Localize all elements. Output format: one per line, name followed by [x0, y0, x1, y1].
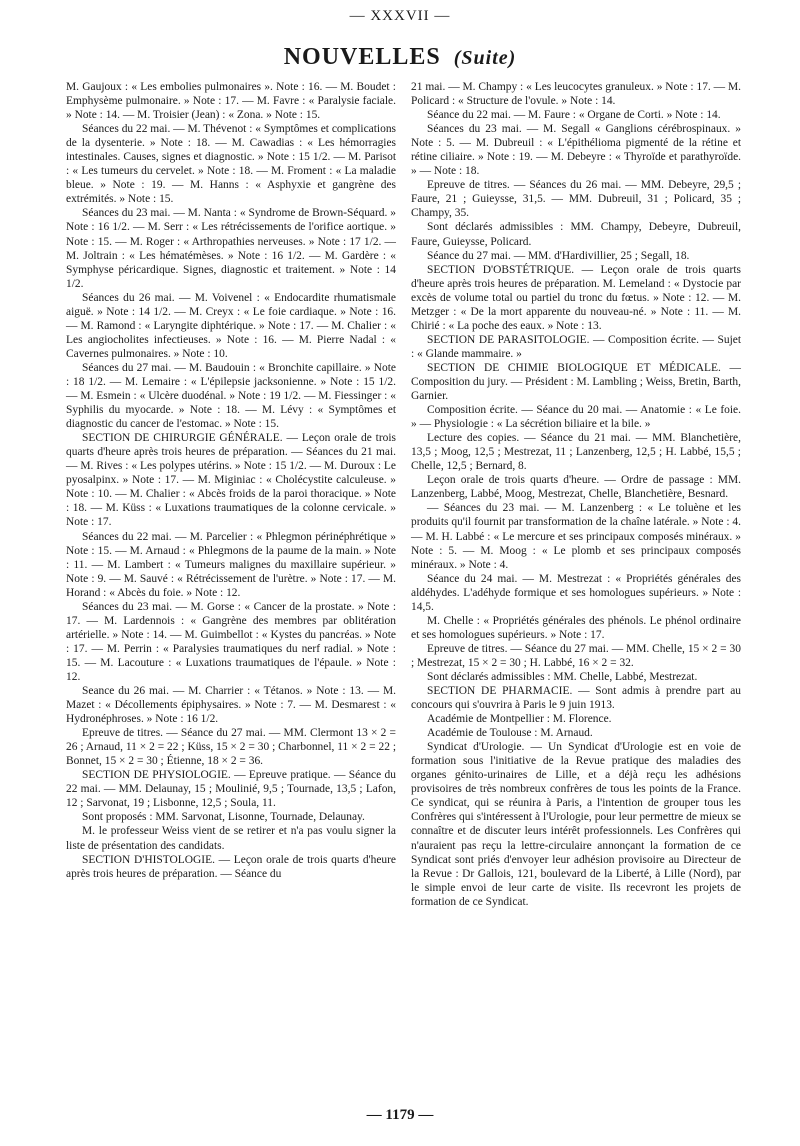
paragraph: Syndicat d'Urologie. — Un Syndicat d'Urologie est en voie de formation sous l'initiative de la Revue pratique des maladies des organes génito-urinaires de Lille, et a déjà reçu les adhésions provisoires de très nombreux confrères de tous les points de la France. Ce syndicat, qui se réunira à Paris, a l'intention de grouper tous les Confrères qui s'intéressent à l'Urologie, pour leur permettre de mieux se connaître et de discuter leurs intérêt professionnels. Les Confrères qui n'auraient pas reçu la lettre-circulaire annonçant la formation de ce Syndicat sont priés d'envoyer leur adhésion provisoire au Directeur de la Revue : Dr Gallois, 121, boulevard de la Liberté, à Lille (Nord), par le simple envoi de leur carte de visite. Ils recevront les projets de formation de ce Syndicat.	[411, 741, 741, 908]
paragraph: Sont déclarés admissibles : MM. Champy, Debeyre, Dubreuil, Faure, Guieysse, Policard.	[411, 221, 741, 248]
paragraph: Séances du 22 mai. — M. Parcelier : « Phlegmon périnéphrétique » Note : 15. — M. Arnaud : « Phlegmons de la paume de la main. » Note : 11. — M. Lambert : « Tumeurs malignes du maxillaire supérieur. » Note : 9. — M. Sauvé : « Rétrécissement de l'urètre. » Note : 17. — M. Horand : « Abcès du foie. » Note : 12.	[66, 530, 396, 599]
title-text: NOUVELLES	[283, 44, 441, 70]
paragraph: Sont proposés : MM. Sarvonat, Lisonne, Tournade, Delaunay.	[82, 811, 365, 824]
paragraph: M. le professeur Weiss vient de se retirer et n'a pas voulu signer la liste de présentation des candidats.	[66, 825, 396, 852]
paragraph: Seance du 26 mai. — M. Charrier : « Tétanos. » Note : 13. — M. Mazet : « Décollements épiphysaires. » Note : 7. — M. Desmarest : « Hydronéphroses. » Note : 16 1/2.	[66, 685, 396, 726]
paragraph: Séances du 23 mai. — M. Nanta : « Syndrome de Brown-Séquard. » Note : 16 1/2. — M. Serr : « Les rétrécissements de l'orifice aortique. » Note : 15. — M. Roger : « Arthropathies nerveuses. » Note : 17 1/2. — M. Joltrain : « Les hématémèses. » Note : 16 1/2. — M. Gardère : « Symphyse péricardique. Signes, diagnostic et traitement. » Note : 14 1/2.	[66, 207, 396, 290]
paragraph: M. Chelle : « Propriétés générales des phénols. Le phénol ordinaire et ses homologues supérieurs. » Note : 17.	[411, 614, 741, 641]
paragraph: Séances du 26 mai. — M. Voivenel : « Endocardite rhumatismale aiguë. » Note : 14 1/2. — M. Creyx : « Le foie cardiaque. » Note : 16. — M. Ramond : « Laryngite diphtérique. » Note : 17. — M. Chalier : « Les angiocholites infectieuses. » Note : 16. — M. Pierre Nadal : « Cavernes pulmonaires. » Note : 10.	[66, 291, 396, 360]
paragraph: Séances du 22 mai. — M. Thévenot : « Symptômes et complications de la dysenterie. » Note : 18. — M. Cawadias : « Les hémorragies intestinales. Causes, signes et diagnostic. » Note : 15 1/2. — M. Parisot : « Les tumeurs du cervelet. » Note : 18. — M. Froment : « La maladie bleue. » Note : 19. — M. Hanns : « Asphyxie et gangrène des extrémités. » Note : 15.	[66, 123, 396, 206]
paragraph: Séances du 23 mai. — M. Segall « Ganglions cérébrospinaux. » Note : 5. — M. Dubreuil : « L'épithélioma pigmenté de la rétine et rétine ciliaire. » Note : 19. — M. Debeyre : « Thyroïde et parathyroïde. » — Note : 18.	[411, 123, 741, 178]
roman-folio: — XXXVII —	[349, 8, 451, 24]
paragraph: Leçon orale de trois quarts d'heure. — Ordre de passage : MM. Lanzenberg, Labbé, Moog, Mestrezat, Chelle, Blanchetière, Besnard.	[411, 474, 741, 501]
paragraph: 21 mai. — M. Champy : « Les leucocytes granuleux. » Note : 17. — M. Policard : « Structure de l'ovule. » Note : 14.	[411, 81, 741, 108]
paragraph: Académie de Toulouse : M. Arnaud.	[427, 727, 593, 740]
left-column	[66, 80, 396, 881]
paragraph: — Séances du 23 mai. — M. Lanzenberg : « Le toluène et les produits qu'il fournit par transformation de la chaîne latérale. » Note : 4. — M. H. Labbé : « Le mercure et ses principaux composés minéraux. » Note : 5. — M. Moog : « Le plomb et ses principaux composés minéraux. » Note : 4.	[411, 502, 741, 571]
title-suffix: (Suite)	[453, 47, 517, 69]
paragraph: SECTION DE CHIMIE BIOLOGIQUE ET MÉDICALE. — Composition du jury. — Président : M. Lambling ; Weiss, Bretin, Barth, Garnier.	[411, 361, 741, 403]
paragraph: Académie de Montpellier : M. Florence.	[427, 713, 612, 726]
paragraph: Séance du 24 mai. — M. Mestrezat : « Propriétés générales des aldéhydes. L'adéhyde formique et ses homologues supérieurs. » Note : 14,5.	[411, 572, 741, 613]
page-number: — 1179 —	[366, 1107, 434, 1123]
paragraph: Séances du 23 mai. — M. Gorse : « Cancer de la prostate. » Note : 17. — M. Lardennois : « Gangrène des membres par oblitération artérielle. » Note : 14. — M. Guimbellot : « Kystes du pancréas. » Note : 17. — M. Perrin : « Paralysies traumatiques du nerf radial. » Note : 15. — M. Lacouture : « Luxations traumatiques de l'épaule. » Note : 12.	[66, 600, 396, 683]
paragraph: SECTION D'HISTOLOGIE. — Leçon orale de trois quarts d'heure après trois heures de préparation. — Séance du	[66, 853, 396, 880]
paragraph: Epreuve de titres. — Séance du 27 mai. — MM. Chelle, 15 × 2 = 30 ; Mestrezat, 15 × 2 = 30 ; H. Labbé, 16 × 2 = 32.	[411, 642, 741, 669]
paragraph: Séance du 27 mai. — MM. d'Hardivillier, 25 ; Segall, 18.	[427, 249, 690, 262]
paragraph: SECTION DE PHARMACIE. — Sont admis à prendre part au concours qui s'ouvrira à Paris le 9 juin 1913.	[411, 685, 741, 712]
paragraph: Composition écrite. — Séance du 20 mai. — Anatomie : « Le foie. » — Physiologie : « La sécrétion biliaire et la bile. »	[411, 404, 741, 431]
paragraph: M. Gaujoux : « Les embolies pulmonaires ». Note : 16. — M. Boudet : Emphysème pulmonaire. » Note : 17. — M. Favre : « Paralysie faciale. » Note : 14. — M. Troisier (Jean) : « Zona. » Note : 15.	[66, 81, 396, 122]
paragraph: Epreuve de titres. — Séances du 26 mai. — MM. Debeyre, 29,5 ; Faure, 21 ; Guieysse, 31,5. — MM. Dubreuil, 31 ; Policard, 35 ; Champy, 35.	[411, 179, 741, 220]
right-column	[411, 80, 741, 909]
paragraph: SECTION DE PHYSIOLOGIE. — Epreuve pratique. — Séance du 22 mai. — MM. Delaunay, 15 ; Moulinié, 9,5 ; Tournade, 13,5 ; Lafon, 12 ; Sarvonat, 19 ; Lisbonne, 12,5 ; Soula, 11.	[66, 769, 396, 810]
paragraph: Sont déclarés admissibles : MM. Chelle, Labbé, Mestrezat.	[427, 670, 698, 683]
page-title	[0, 44, 800, 71]
paragraph: Lecture des copies. — Séance du 21 mai. — MM. Blanchetière, 13,5 ; Moog, 12,5 ; Mestrezat, 11 ; Lanzenberg, 12,5 ; H. Labbé, 15,5 ; Chelle, 12,5 ; Bernard, 8.	[411, 432, 741, 473]
paragraph: Epreuve de titres. — Séance du 27 mai. — MM. Clermont 13 × 2 = 26 ; Arnaud, 11 × 2 = 22 ; Küss, 15 × 2 = 30 ; Charbonnel, 11 × 2 = 22 ; Bonnet, 15 × 2 = 30 ; Étienne, 18 × 2 = 36.	[66, 727, 396, 768]
paragraph: SECTION D'OBSTÉTRIQUE. — Leçon orale de trois quarts d'heure après trois heures de préparation. M. Lemeland : « Dystocie par excès de volume total ou partiel du tronc du fœtus. » Note : 12. — M. Metzger : « De la mort apparente du nouveau-né. » Note : 11. — M. Chirié : « La poche des eaux. » Note : 13.	[411, 263, 741, 332]
paragraph: Séance du 22 mai. — M. Faure : « Organe de Corti. » Note : 14.	[427, 109, 721, 122]
paragraph: SECTION DE PARASITOLOGIE. — Composition écrite. — Sujet : « Glande mammaire. »	[411, 333, 741, 360]
paragraph: Séances du 27 mai. — M. Baudouin : « Bronchite capillaire. » Note : 18 1/2. — M. Lemaire : « L'épilepsie jacksonienne. » Note : 15 1/2. — M. Esmein : « Ulcère duodénal. » Note : 19 1/2. — M. Fiessinger : « Syphilis du myocarde. » Note : 18. — M. Lévy : « Symptômes et diagnostic du cancer de l'estomac. » Note : 15.	[66, 361, 396, 431]
paragraph: SECTION DE CHIRURGIE GÉNÉRALE. — Leçon orale de trois quarts d'heure après trois heures de préparation. — Séances du 21 mai. — M. Rives : « Les polypes utérins. » Note : 15 1/2. — M. Duroux : Le pyosalpinx. » Note : 17. — M. Miginiac : « Cholécystite calculeuse. » Note : 10. — M. Chalier : « Abcès froids de la paroi thoracique. » Note : 18. — M. Küss : « Luxations traumatiques de la colonne cervicale. » Note : 17.	[66, 432, 396, 529]
